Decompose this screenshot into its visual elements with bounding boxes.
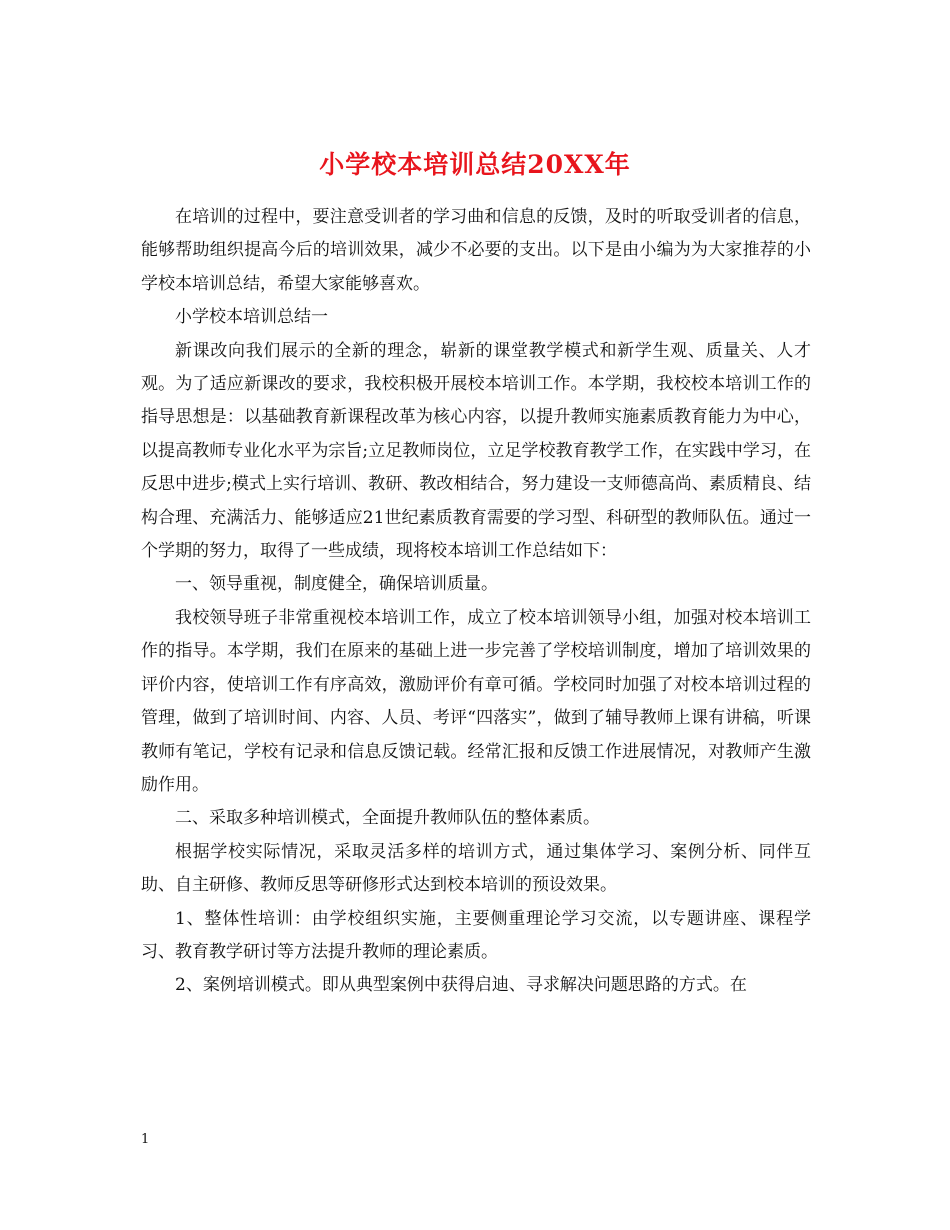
section-heading-summary-one: 小学校本培训总结一 [175, 307, 328, 328]
section-heading-training-modes: 二、采取多种培训模式，全面提升教师队伍的整体素质。 [175, 808, 600, 829]
paragraph-case-training: 2、案例培训模式。即从典型案例中获得启迪、寻求解决问题思路的方式。在 [175, 975, 747, 996]
document-title: 小学校本培训总结20XX年 [319, 149, 631, 179]
paragraph-intro: 在培训的过程中，要注意受训者的学习曲和信息的反馈，及时的听取受训者的信息，能够帮助组织提高今后的培训效果，减少不必要的支出。以下是由小编为为大家推荐的小学校本培训总结，希望大家能够喜欢。 [141, 207, 811, 294]
paragraph-training-modes: 根据学校实际情况，采取灵活多样的培训方式，通过集体学习、案例分析、同伴互助、自主研修、教师反思等研修形式达到校本培训的预设效果。 [141, 841, 811, 896]
document-body [141, 201, 811, 1003]
paragraph-overview: 新课改向我们展示的全新的理念，崭新的课堂教学模式和新学生观、质量关、人才观。为了适应新课改的要求，我校积极开展校本培训工作。本学期，我校校本培训工作的指导思想是：以基础教育新课程改革为核心内容，以提升教师实施素质教育能力为中心，以提高教师专业化水平为宗旨;立足教师岗位，立足学校教育教学工作，在实践中学习，在反思中进步;模式上实行培训、教研、教改相结合，努力建设一支师德高尚、素质精良、结构合理、充满活力、能够适应21世纪素质教育需要的学习型、科研型的教师队伍。通过一个学期的努力，取得了一些成绩，现将校本培训工作总结如下： [141, 340, 811, 562]
page-number: 1 [141, 1132, 150, 1147]
paragraph-overall-training: 1、整体性培训：由学校组织实施，主要侧重理论学习交流，以专题讲座、课程学习、教育教学研讨等方法提升教师的理论素质。 [141, 908, 811, 962]
section-heading-leadership: 一、领导重视，制度健全，确保培训质量。 [175, 574, 498, 595]
paragraph-leadership: 我校领导班子非常重视校本培训工作，成立了校本培训领导小组，加强对校本培训工作的指导。本学期，我们在原来的基础上进一步完善了学校培训制度，增加了培训效果的评价内容，使培训工作有序高效，激励评价有章可循。学校同时加强了对校本培训过程的管理，做到了培训时间、内容、人员、考评“四落实”，做到了辅导教师上课有讲稿，听课教师有笔记，学校有记录和信息反馈记载。经常汇报和反馈工作进展情况，对教师产生激励作用。 [141, 607, 811, 795]
